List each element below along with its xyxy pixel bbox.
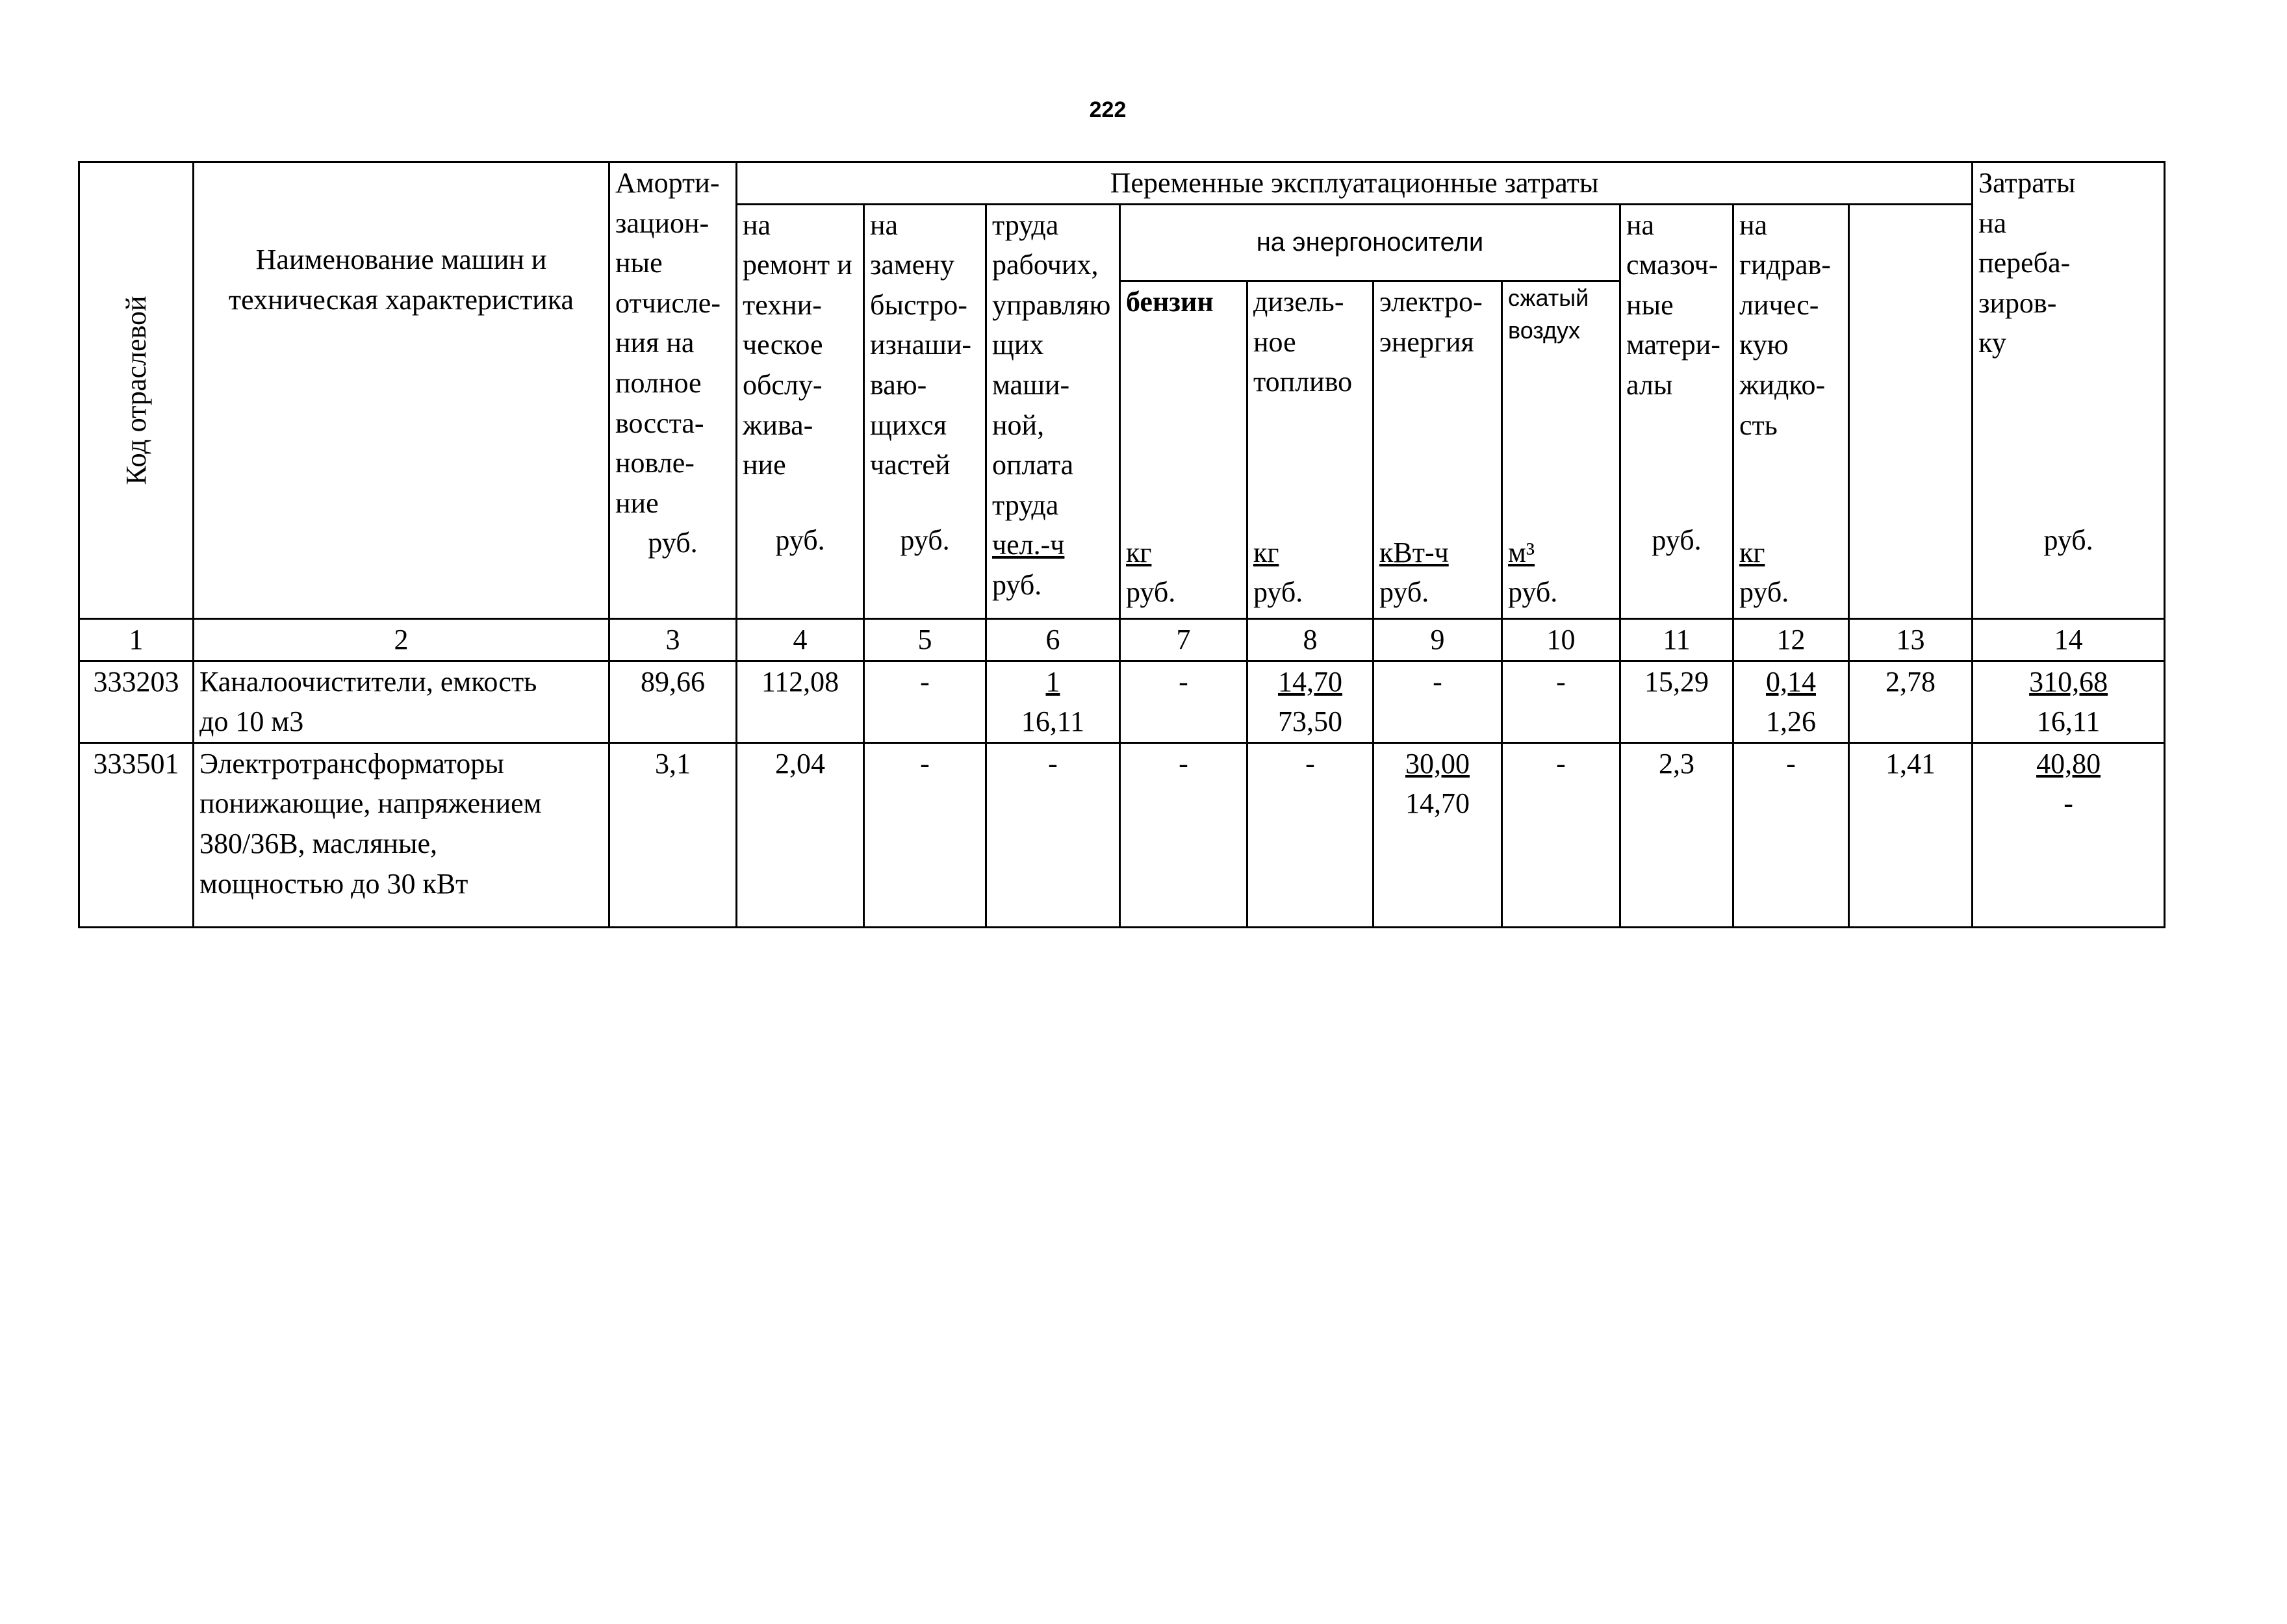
header-relocation xyxy=(1973,162,2165,619)
row-value: - xyxy=(1120,742,1247,927)
header-unit: руб. xyxy=(648,527,698,559)
header-unit-pair xyxy=(1503,533,1619,613)
header-unit: руб. xyxy=(1739,576,1789,609)
row-name-line: мощностью до 30 кВт xyxy=(199,867,468,900)
row-value: 2,78 xyxy=(1849,661,1973,742)
header-line: Затраты xyxy=(1978,167,2076,199)
header-line: сжатый xyxy=(1508,285,1589,311)
header-line: ние xyxy=(743,449,786,481)
row-value: - xyxy=(1733,742,1849,927)
row-value: 89,66 xyxy=(609,661,737,742)
header-line: на xyxy=(1626,209,1655,241)
header-unit: чел.-ч xyxy=(992,529,1065,561)
row-code: 333501 xyxy=(79,742,194,927)
value-bottom: 1,26 xyxy=(1766,705,1816,738)
header-line: на xyxy=(743,209,771,241)
value-top: 30,00 xyxy=(1405,747,1470,780)
value-bottom: 73,50 xyxy=(1278,705,1342,738)
value-top: 310,68 xyxy=(2029,665,2108,698)
header-line: ния на xyxy=(615,327,695,359)
table-row xyxy=(79,742,2165,927)
column-number: 3 xyxy=(609,619,737,661)
column-number: 8 xyxy=(1247,619,1373,661)
header-line: зацион- xyxy=(615,207,709,239)
header-unit-pair xyxy=(1248,533,1372,613)
row-value xyxy=(1373,742,1502,927)
header-compressed-air xyxy=(1502,281,1620,619)
header-line: алы xyxy=(1626,368,1673,401)
value-bottom: 14,70 xyxy=(1405,787,1470,820)
header-gasoline xyxy=(1120,281,1247,619)
header-line: личес- xyxy=(1739,288,1819,321)
column-number: 13 xyxy=(1849,619,1973,661)
header-unit: м³ xyxy=(1508,536,1535,568)
header-line: смазоч- xyxy=(1626,249,1718,281)
row-name-line: понижающие, напряжением xyxy=(199,787,542,820)
header-line: труда xyxy=(992,488,1059,521)
header-line: ной, xyxy=(992,409,1045,441)
header-name xyxy=(194,162,609,619)
header-line: бензин xyxy=(1126,286,1214,318)
row-value: - xyxy=(1247,742,1373,927)
header-unit: руб. xyxy=(1379,576,1429,609)
header-unit: кВт-ч xyxy=(1379,536,1449,568)
header-line: электро- xyxy=(1379,286,1483,318)
header-unit: руб. xyxy=(1508,576,1558,609)
header-line: обслу- xyxy=(743,368,823,401)
header-line: частей xyxy=(870,449,951,481)
row-name xyxy=(194,661,609,742)
value-top: 1 xyxy=(1045,665,1060,698)
header-diesel xyxy=(1247,281,1373,619)
header-line: быстро- xyxy=(870,288,967,321)
row-value: - xyxy=(1502,661,1620,742)
header-line: оплата xyxy=(992,449,1074,481)
header-parts xyxy=(864,204,986,618)
header-lubricants xyxy=(1620,204,1733,618)
header-line: на xyxy=(1978,207,2007,239)
header-labor xyxy=(986,204,1120,618)
header-unit: руб. xyxy=(900,524,950,557)
header-unit: руб. xyxy=(1253,576,1303,609)
header-electricity xyxy=(1373,281,1502,619)
machine-cost-table xyxy=(78,161,2166,928)
header-line: маши- xyxy=(992,368,1070,401)
header-line: ные xyxy=(615,247,663,279)
column-number: 1 xyxy=(79,619,194,661)
header-variable-costs: Переменные эксплуатационные затраты xyxy=(737,162,1973,205)
header-line: ремонт и xyxy=(743,249,852,281)
header-line: техни- xyxy=(743,288,822,321)
value-bottom: - xyxy=(2063,787,2073,820)
row-value: - xyxy=(864,742,986,927)
header-depreciation xyxy=(609,162,737,619)
row-name-line: 380/36В, масляные, xyxy=(199,827,438,859)
value-top: 40,80 xyxy=(2036,747,2101,780)
column-number: 9 xyxy=(1373,619,1502,661)
header-line: на xyxy=(870,209,899,241)
header-line: воздух xyxy=(1508,317,1581,344)
column-number: 7 xyxy=(1120,619,1247,661)
header-line: Аморти- xyxy=(615,167,720,199)
header-unit: руб. xyxy=(2043,524,2093,557)
row-value xyxy=(1733,661,1849,742)
page-number: 222 xyxy=(1089,97,1127,122)
header-line: ку xyxy=(1978,327,2006,359)
header-unit-pair xyxy=(1734,533,1848,613)
header-line: рабочих, xyxy=(992,249,1099,281)
header-unit: руб. xyxy=(1126,576,1176,609)
header-line: изнаши- xyxy=(870,329,972,361)
header-line: отчисле- xyxy=(615,286,721,319)
row-value: 112,08 xyxy=(737,661,864,742)
column-number: 4 xyxy=(737,619,864,661)
column-number: 10 xyxy=(1502,619,1620,661)
header-line: переба- xyxy=(1978,247,2071,279)
header-line: ваю- xyxy=(870,368,927,401)
row-value: 2,04 xyxy=(737,742,864,927)
header-line: ние xyxy=(615,487,659,519)
header-unit: руб. xyxy=(992,568,1042,601)
header-line: труда xyxy=(992,209,1059,241)
header-line: сть xyxy=(1739,409,1778,441)
header-unit: руб. xyxy=(775,524,825,557)
header-line: жива- xyxy=(743,409,813,441)
header-line: на xyxy=(1739,209,1768,241)
header-energy: на энергоносители xyxy=(1120,204,1620,281)
header-line: матери- xyxy=(1626,329,1720,361)
header-line: восста- xyxy=(615,407,704,439)
row-value: - xyxy=(986,742,1120,927)
row-code: 333203 xyxy=(79,661,194,742)
value-bottom: 16,11 xyxy=(1021,705,1085,738)
row-value xyxy=(986,661,1120,742)
header-line: энергия xyxy=(1379,325,1474,358)
row-value: 15,29 xyxy=(1620,661,1733,742)
row-value: 1,41 xyxy=(1849,742,1973,927)
row-value: - xyxy=(1502,742,1620,927)
header-line: щихся xyxy=(870,409,947,441)
header-unit-pair xyxy=(1374,533,1501,613)
header-line: полное xyxy=(615,366,702,399)
header-line: новле- xyxy=(615,447,695,479)
header-code xyxy=(79,162,194,619)
header-unit: кг xyxy=(1253,536,1279,568)
header-line: управляю xyxy=(992,288,1111,321)
header-name-line: Наименование машин и xyxy=(255,244,547,275)
header-unit: руб. xyxy=(1652,524,1702,557)
row-value: - xyxy=(864,661,986,742)
header-unit: кг xyxy=(1739,536,1765,568)
column-number: 2 xyxy=(194,619,609,661)
row-name-line: до 10 м3 xyxy=(199,705,304,738)
header-line: жидко- xyxy=(1739,368,1826,401)
row-value: 2,3 xyxy=(1620,742,1733,927)
row-value: - xyxy=(1373,661,1502,742)
row-value: 3,1 xyxy=(609,742,737,927)
header-line: ные xyxy=(1626,288,1674,321)
value-top: 0,14 xyxy=(1766,665,1816,698)
header-repair xyxy=(737,204,864,618)
row-name-text: Каналоочистители, емкость xyxy=(199,665,537,698)
value-top: 14,70 xyxy=(1278,665,1342,698)
column-number: 14 xyxy=(1973,619,2165,661)
header-line: топливо xyxy=(1253,366,1353,398)
column-number: 12 xyxy=(1733,619,1849,661)
column-number: 5 xyxy=(864,619,986,661)
row-value: - xyxy=(1120,661,1247,742)
header-code-label: Код отраслевой xyxy=(120,296,152,485)
header-line: кую xyxy=(1739,329,1789,361)
header-line: ное xyxy=(1253,325,1296,358)
header-line: ческое xyxy=(743,329,823,361)
column-number: 6 xyxy=(986,619,1120,661)
header-line: щих xyxy=(992,329,1044,361)
row-name-line: Электротрансформаторы xyxy=(199,747,504,780)
header-hydraulic xyxy=(1733,204,1849,618)
row-name-line xyxy=(199,662,603,702)
header-name-line: техническая характеристика xyxy=(228,283,574,316)
row-name xyxy=(194,742,609,927)
value-bottom: 16,11 xyxy=(2036,705,2101,738)
column-number: 11 xyxy=(1620,619,1733,661)
row-value xyxy=(1973,661,2165,742)
header-line: зиров- xyxy=(1978,286,2057,319)
header-line: дизель- xyxy=(1253,286,1344,318)
header-line: замену xyxy=(870,249,954,281)
header-unit: кг xyxy=(1126,536,1152,568)
table-row xyxy=(79,661,2165,742)
header-unit-pair xyxy=(1121,533,1246,613)
row-value xyxy=(1247,661,1373,742)
row-value xyxy=(1973,742,2165,927)
column-number-row xyxy=(79,619,2165,661)
header-line: гидрав- xyxy=(1739,249,1831,281)
